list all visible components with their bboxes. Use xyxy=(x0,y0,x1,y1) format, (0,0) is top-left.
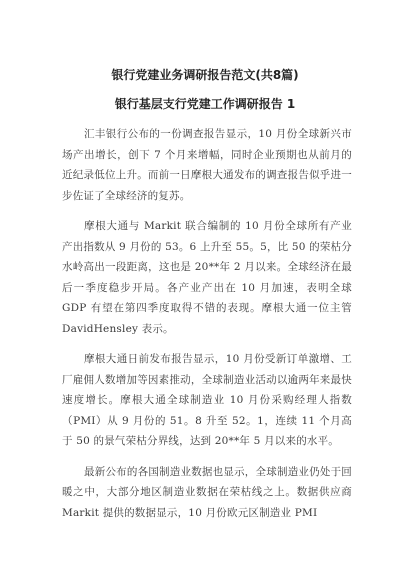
body-paragraph: 摩根大通日前发布报告显示，10 月份受新订单激增、工厂雇佣人数增加等因素推动，全球制造业活动以逾两年来最快速度增长。摩根大通全球制造业 10 月份采购经理人指数（PMI）从 9 月份的 51。8 升至 52。1，连续 11 个月高于 50 的景气荣枯分界线，达到 20**年 5 月以来的水平。 xyxy=(62,353,352,447)
document-subtitle: 银行基层支行党建工作调研报告 1 xyxy=(114,97,296,111)
body-paragraph: 汇丰银行公布的一份调查报告显示，10 月份全球新兴市场产出增长，创下 7 个月来增幅，同时企业预期也从前月的近纪录低位上升。而前一日摩根大通发布的调查报告似乎进一步佐证了全球经济的复苏。 xyxy=(62,128,352,202)
document-title: 银行党建业务调研报告范文(共8篇) xyxy=(111,68,299,82)
body-paragraph: 最新公布的各国制造业数据也显示，全球制造业仍处于回暖之中，大部分地区制造业数据在荣枯线之上。数据供应商 Markit 提供的数据显示，10 月份欧元区制造业 PMI xyxy=(62,465,352,519)
document-body xyxy=(62,124,352,533)
body-paragraph: 摩根大通与 Markit 联合编制的 10 月份全球所有产业产出指数从 9 月份的 53。6 上升至 55。5，比 50 的荣枯分水岭高出一段距离，这也是 20**年 2 月以来。全球经济在最后一季度稳步开局。各产业产出在 10 月加速，表明全球 GDP 有望在第四季度取得不错的表现。摩根大通一位主管 DavidHensley 表示。 xyxy=(62,220,352,335)
